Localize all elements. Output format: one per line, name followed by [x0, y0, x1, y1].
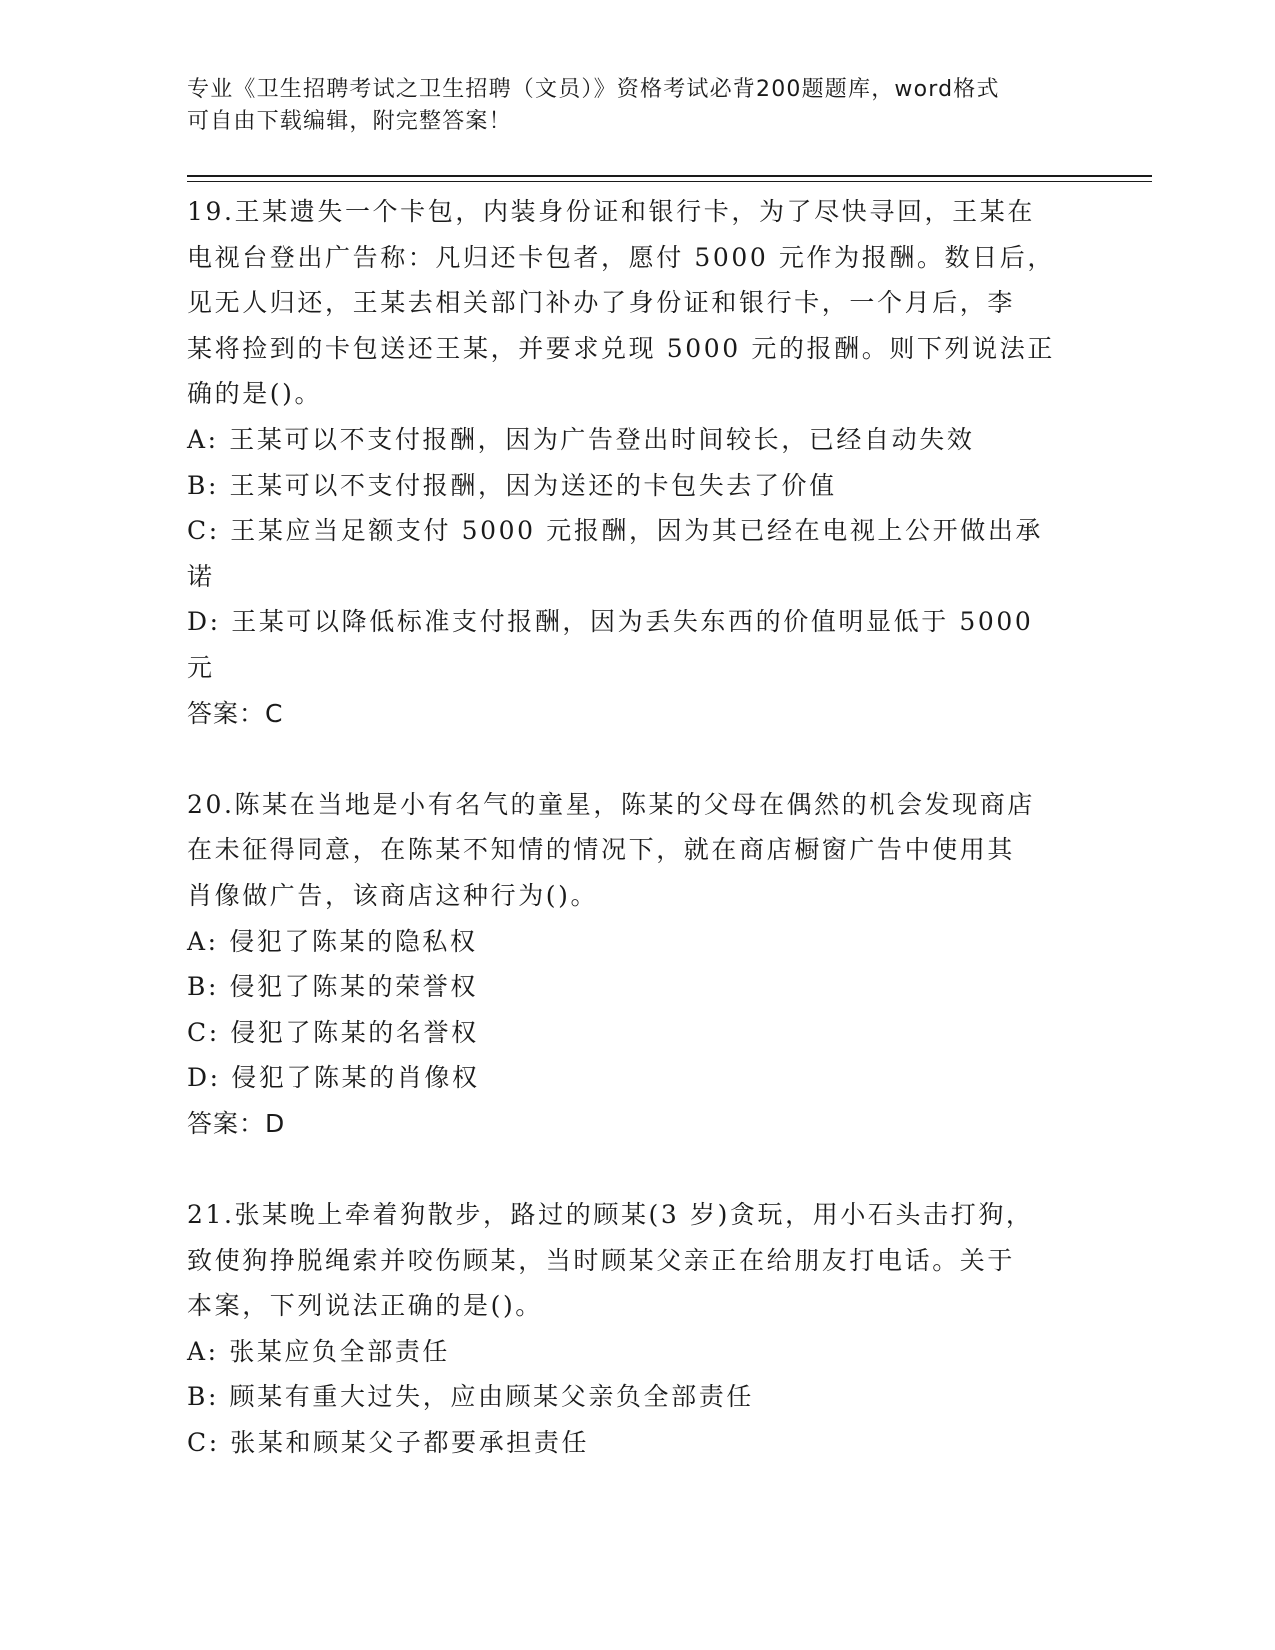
question-stem-line: 本案，下列说法正确的是()。 — [187, 1291, 543, 1321]
option-b: B: 侵犯了陈某的荣誉权 — [187, 972, 478, 1002]
question-stem-line: 20.陈某在当地是小有名气的童星，陈某的父母在偶然的机会发现商店 — [187, 789, 1035, 819]
header-line-1: 专业《卫生招聘考试之卫生招聘（文员）》资格考试必背200题题库，word格式 — [187, 77, 1000, 102]
option-c: C: 王某应当足额支付 5000 元报酬，因为其已经在电视上公开做出承 — [187, 516, 1044, 546]
question-stem-line: 见无人归还，王某去相关部门补办了身份证和银行卡，一个月后，李 — [187, 288, 1016, 318]
option-c-continued: 诺 — [187, 561, 215, 591]
option-d: D: 王某可以降低标准支付报酬，因为丢失东西的价值明显低于 5000 — [187, 607, 1034, 637]
option-d-continued: 元 — [187, 652, 215, 682]
question-stem-line: 致使狗挣脱绳索并咬伤顾某，当时顾某父亲正在给朋友打电话。关于 — [187, 1245, 1016, 1275]
question-spacer — [187, 1146, 1067, 1192]
question-19 — [187, 189, 1067, 736]
question-list — [187, 189, 1067, 1466]
question-stem-line: 肖像做广告，该商店这种行为()。 — [187, 880, 599, 910]
question-stem-line: 电视台登出广告称：凡归还卡包者，愿付 5000 元作为报酬。数日后， — [187, 242, 1055, 272]
option-c: C: 侵犯了陈某的名誉权 — [187, 1017, 479, 1047]
option-a: A: 张某应负全部责任 — [187, 1336, 451, 1366]
question-stem-line: 确的是()。 — [187, 379, 323, 409]
option-b: B: 顾某有重大过失，应由顾某父亲负全部责任 — [187, 1382, 754, 1412]
question-stem-line: 在未征得同意，在陈某不知情的情况下，就在商店橱窗广告中使用其 — [187, 835, 1016, 865]
header-divider-thick — [187, 175, 1152, 177]
option-b: B: 王某可以不支付报酬，因为送还的卡包失去了价值 — [187, 470, 837, 500]
question-spacer — [187, 736, 1067, 782]
header-divider-thin — [187, 181, 1152, 182]
question-stem-line: 21.张某晚上牵着狗散步，路过的顾某(3 岁)贪玩，用小石头击打狗， — [187, 1200, 1034, 1230]
answer-label: 答案：D — [187, 1108, 286, 1138]
option-c: C: 张某和顾某父子都要承担责任 — [187, 1428, 590, 1458]
option-a: A: 王某可以不支付报酬，因为广告登出时间较长，已经自动失效 — [187, 424, 975, 454]
option-a: A: 侵犯了陈某的隐私权 — [187, 926, 478, 956]
question-stem-line: 某将捡到的卡包送还王某，并要求兑现 5000 元的报酬。则下列说法正 — [187, 333, 1055, 363]
header-line-2: 可自由下载编辑，附完整答案！ — [187, 109, 512, 134]
option-d: D: 侵犯了陈某的肖像权 — [187, 1063, 480, 1093]
question-21 — [187, 1192, 1067, 1466]
question-20 — [187, 782, 1067, 1147]
document-header — [187, 74, 1067, 138]
answer-label: 答案：C — [187, 698, 284, 728]
question-stem-line: 19.王某遗失一个卡包，内装身份证和银行卡，为了尽快寻回，王某在 — [187, 197, 1035, 226]
